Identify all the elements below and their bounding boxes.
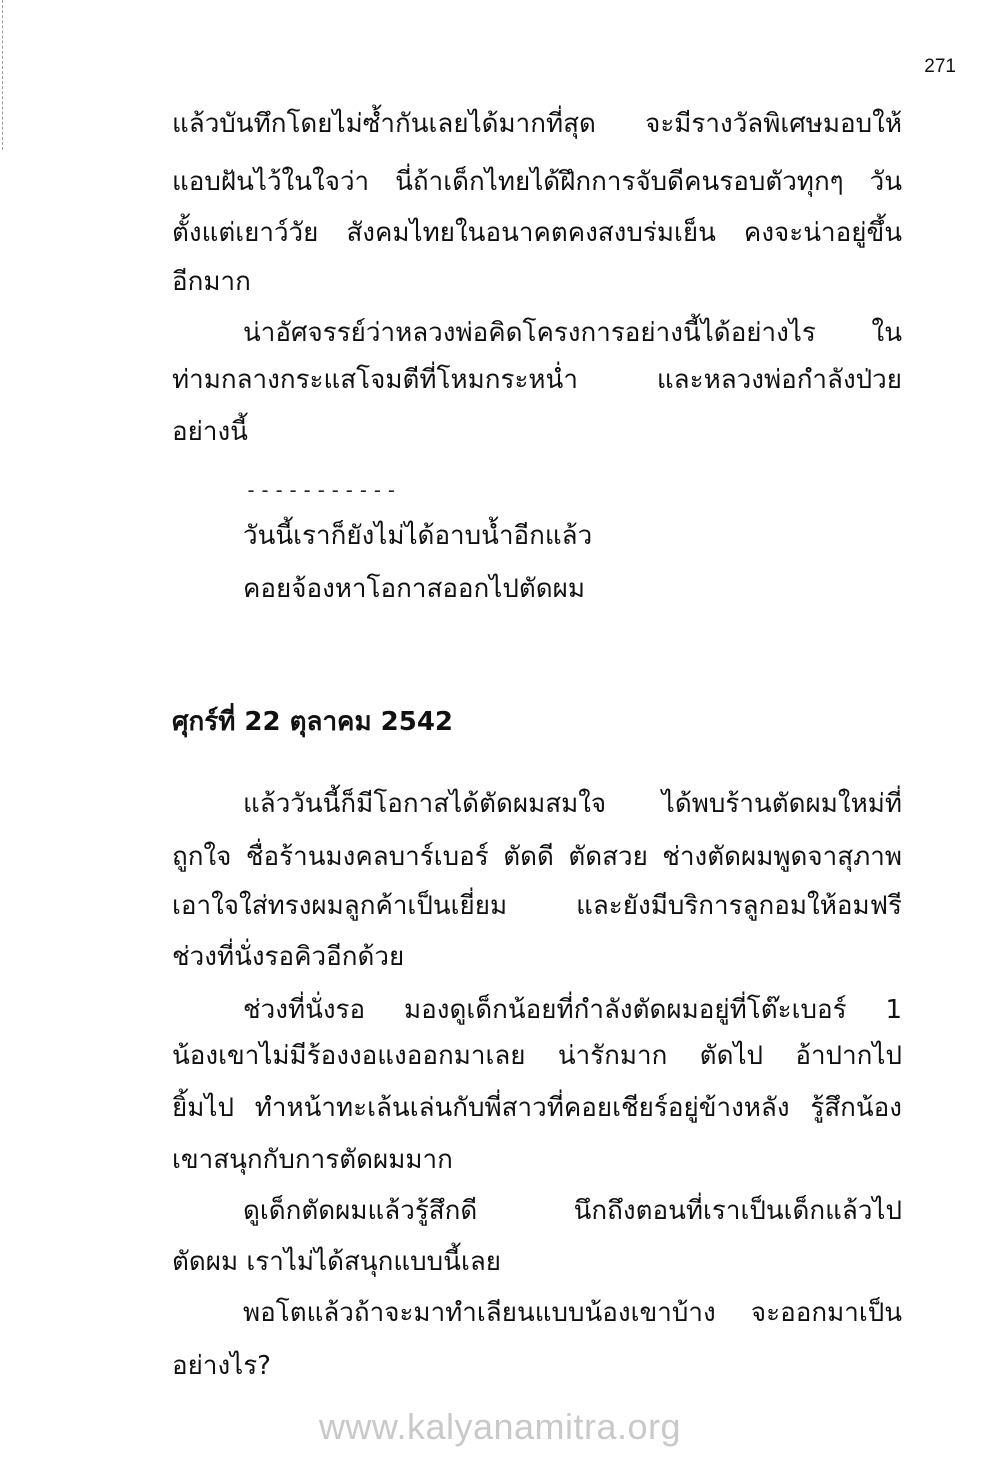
body-text-line: เขาสนุกกับการตัดผมมาก: [172, 1145, 453, 1175]
body-text-line: ช่วงที่นั่งรอ มองดูเด็กน้อยที่กำลังตัดผมอยู่ที่โต๊ะเบอร์ 1: [243, 995, 902, 1025]
body-text-line: ถูกใจ ชื่อร้านมงคลบาร์เบอร์ ตัดดี ตัดสวย ช่างตัดผมพูดจาสุภาพ: [172, 842, 902, 872]
body-text-line: ตั้งแต่เยาว์วัย สังคมไทยในอนาคตคงสงบร่มเย็น คงจะน่าอยู่ขึ้น: [172, 218, 902, 248]
page-number: 271: [924, 56, 956, 77]
body-text-line: ตัดผม เราไม่ได้สนุกแบบนี้เลย: [172, 1247, 502, 1277]
body-text-line: ยิ้มไป ทำหน้าทะเล้นเล่นกับพี่สาวที่คอยเชียร์อยู่ข้างหลัง รู้สึกน้อง: [172, 1093, 902, 1123]
note-line: คอยจ้องหาโอกาสออกไปตัดผม: [243, 574, 586, 604]
section-separator: -----------: [245, 478, 400, 502]
body-text-line: แล้ววันนี้ก็มีโอกาสได้ตัดผมสมใจ ได้พบร้านตัดผมใหม่ที่: [243, 789, 902, 819]
page-edge-mark: [2, 0, 3, 150]
body-text-line: ดูเด็กตัดผมแล้วรู้สึกดี นึกถึงตอนที่เราเป็นเด็กแล้วไป: [243, 1196, 902, 1226]
body-text-line: พอโตแล้วถ้าจะมาทำเลียนแบบน้องเขาบ้าง จะออกมาเป็น: [243, 1298, 902, 1328]
body-text-line: น่าอัศจรรย์ว่าหลวงพ่อคิดโครงการอย่างนี้ได้อย่างไร ใน: [243, 318, 902, 348]
body-text-line: แอบฝันไว้ในใจว่า นี่ถ้าเด็กไทยได้ฝึกการจับดีคนรอบตัวทุกๆ วัน: [172, 167, 902, 197]
body-text-line: เอาใจใส่ทรงผมลูกค้าเป็นเยี่ยม และยังมีบริการลูกอมให้อมฟรี: [172, 891, 902, 921]
body-text-line: อย่างไร?: [172, 1351, 271, 1381]
note-line: วันนี้เราก็ยังไม่ได้อาบน้ำอีกแล้ว: [243, 521, 593, 551]
date-heading: ศุกร์ที่ 22 ตุลาคม 2542: [172, 707, 453, 737]
footer-url: www.kalyanamitra.org: [318, 1406, 682, 1447]
body-text-line: ท่ามกลางกระแสโจมตีที่โหมกระหน่ำ และหลวงพ่อกำลังป่วย: [172, 365, 902, 395]
body-text-line: อีกมาก: [172, 267, 251, 297]
body-text-line: แล้วบันทึกโดยไม่ซ้ำกันเลยได้มากที่สุด จะมีรางวัลพิเศษมอบให้: [172, 109, 902, 139]
body-text-line: น้องเขาไม่มีร้องงอแงออกมาเลย น่ารักมาก ตัดไป อ้าปากไป: [172, 1041, 902, 1071]
body-text-line: อย่างนี้: [172, 417, 248, 447]
body-text-line: ช่วงที่นั่งรอคิวอีกด้วย: [172, 942, 405, 972]
